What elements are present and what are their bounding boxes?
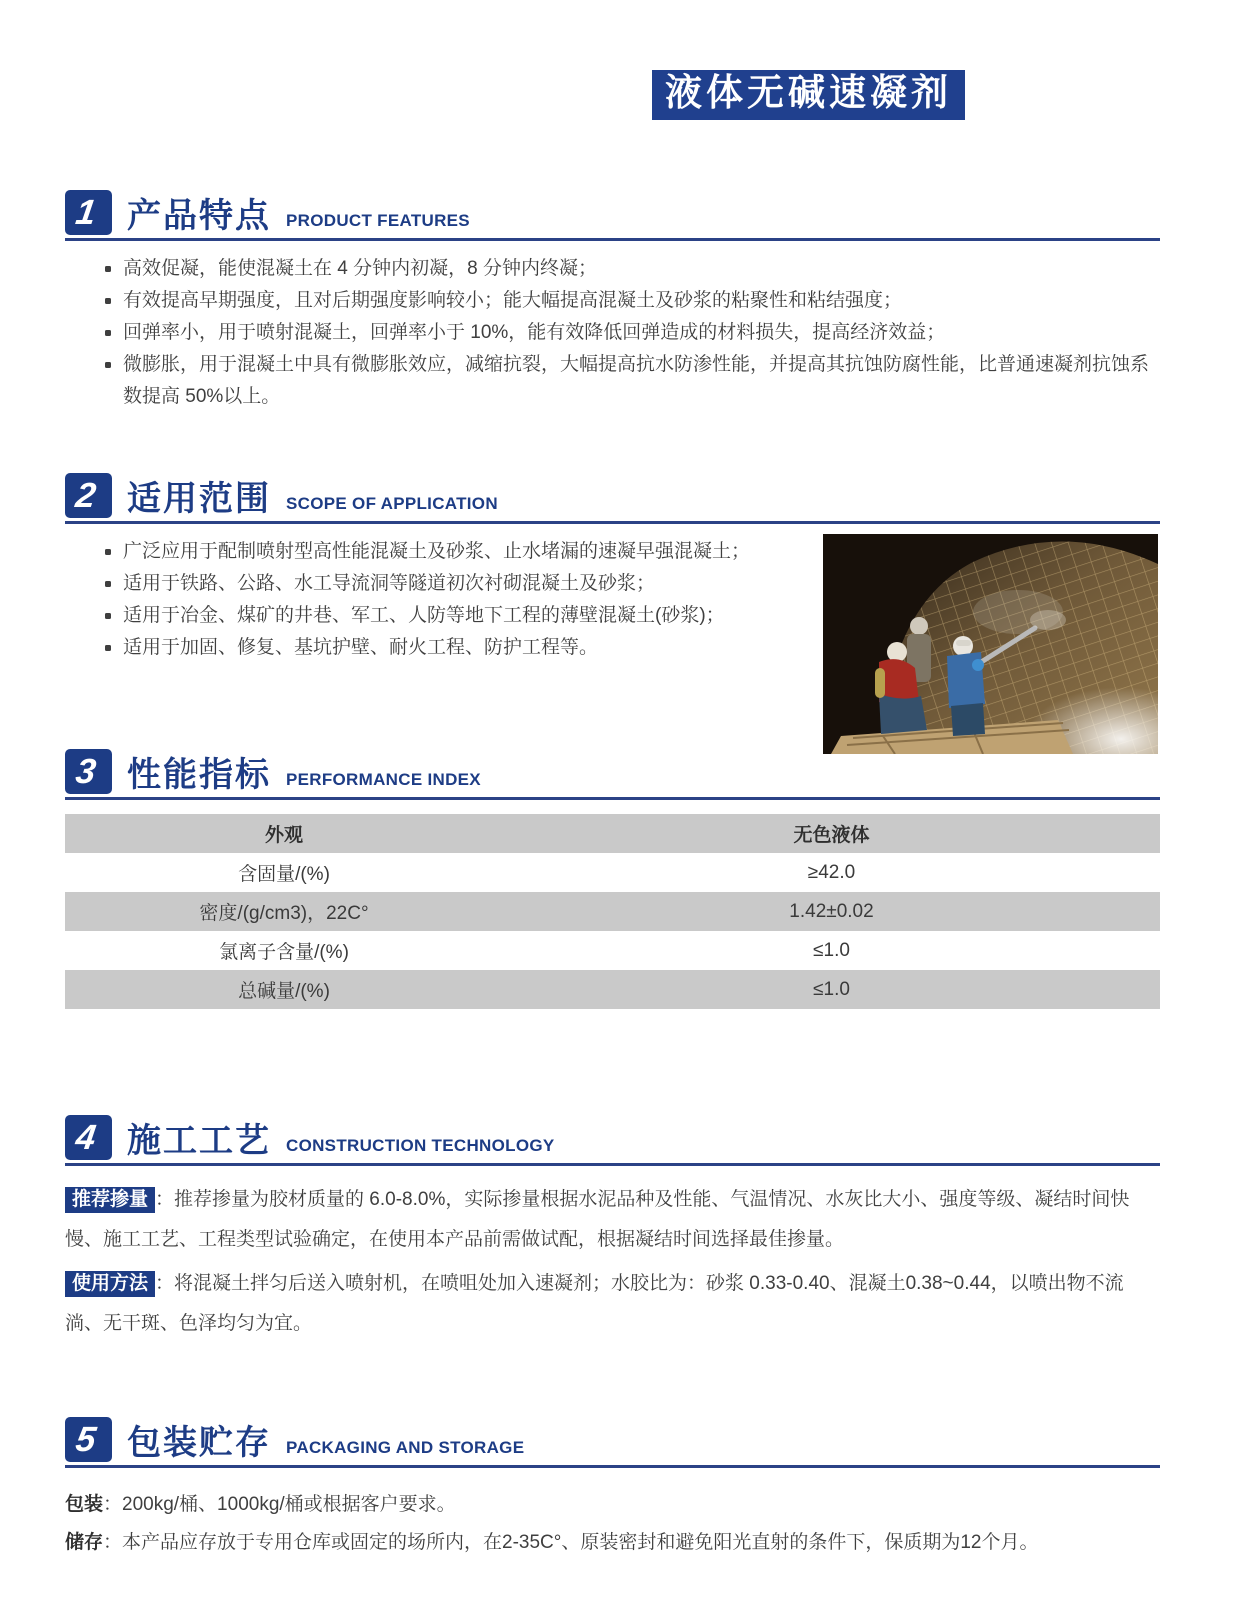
section-title-en: PRODUCT FEATURES: [286, 211, 470, 230]
product-title-banner: 液体无碱速凝剂: [652, 70, 965, 120]
table-row: [65, 931, 1160, 970]
dosage-text: ：推荐掺量为胶材质量的 6.0-8.0%，实际掺量根据水泥品种及性能、气温情况、水灰比大小、强度等级、凝结时间快慢、施工工艺、工程类型试验确定，在使用本产品前需做试配，根据凝结时间选择最佳掺量。: [65, 1189, 1130, 1250]
bullet-item: 适用于铁路、公路、水工导流洞等隧道初次衬砌混凝土及砂浆；: [100, 568, 823, 600]
bullet-item: 适用于加固、修复、基坑护壁、耐火工程、防护工程等。: [100, 632, 823, 664]
spec-name-cell: 含固量/(%): [238, 864, 330, 885]
bullet-item: 广泛应用于配制喷射型高性能混凝土及砂浆、止水堵漏的速凝早强混凝土；: [100, 536, 823, 568]
tunnel-photo-illustration: [823, 534, 1158, 754]
scope-bullet-list: [100, 536, 823, 664]
section-construction-technology: [65, 1115, 1160, 1344]
table-row: [65, 853, 1160, 892]
bullet-item: 高效促凝，能使混凝土在 4 分钟内初凝，8 分钟内终凝；: [100, 253, 1160, 285]
usage-badge: 使用方法: [65, 1271, 155, 1297]
section-packaging-storage: [65, 1417, 1160, 1562]
section-performance-header: [65, 749, 1160, 800]
section-number-badge: [65, 749, 112, 794]
section-number: 3: [73, 751, 99, 791]
table-row: [65, 892, 1160, 931]
storage-label: 储存: [65, 1532, 104, 1553]
section-number-badge: [65, 190, 112, 235]
packaging-line: [65, 1486, 1160, 1524]
packaging-text: ：200kg/桶、1000kg/桶或根据客户要求。: [103, 1494, 456, 1515]
spec-value-cell: ≤1.0: [813, 978, 850, 1000]
section-number: 1: [73, 192, 99, 232]
bullet-item: 有效提高早期强度，且对后期强度影响较小；能大幅提高混凝土及砂浆的粘聚性和粘结强度；: [100, 285, 1160, 317]
section-number-badge: [65, 1417, 112, 1462]
bullet-item: 适用于冶金、煤矿的井巷、军工、人防等地下工程的薄壁混凝土(砂浆)；: [100, 600, 823, 632]
spec-value-cell: 无色液体: [793, 825, 870, 846]
packaging-label: 包装: [65, 1494, 104, 1515]
spec-value-cell: 1.42±0.02: [789, 900, 874, 922]
section-title-en: CONSTRUCTION TECHNOLOGY: [286, 1136, 555, 1155]
features-bullet-list: [100, 253, 1160, 413]
dosage-paragraph: [65, 1180, 1160, 1260]
section-title-zh: 性能指标: [127, 756, 271, 795]
spec-value-cell: ≥42.0: [807, 861, 856, 883]
table-row: [65, 970, 1160, 1009]
usage-paragraph: [65, 1264, 1160, 1344]
section-number-badge: [65, 1115, 112, 1160]
section-title-en: SCOPE OF APPLICATION: [286, 494, 498, 513]
section-number-badge: [65, 473, 112, 518]
storage-text: ：本产品应存放于专用仓库或固定的场所内，在2-35C°、原装密封和避免阳光直射的条件下，保质期为12个月。: [103, 1532, 1039, 1553]
scope-bullets-column: [100, 524, 823, 664]
section-features-header: [65, 190, 1160, 241]
section-title-zh: 产品特点: [127, 197, 271, 236]
dosage-badge: 推荐掺量: [65, 1187, 155, 1213]
section-packaging-header: [65, 1417, 1160, 1468]
section-number: 4: [73, 1117, 99, 1157]
usage-text: ：将混凝土拌匀后送入喷射机，在喷咀处加入速凝剂；水胶比为：砂浆 0.33-0.40、混凝土0.38~0.44，以喷出物不流淌、无干斑、色泽均匀为宜。: [65, 1273, 1124, 1334]
section-scope-header: [65, 473, 1160, 524]
section-title-en: PERFORMANCE INDEX: [286, 770, 481, 789]
bullet-item: 微膨胀，用于混凝土中具有微膨胀效应，减缩抗裂，大幅提高抗水防渗性能，并提高其抗蚀防腐性能，比普通速凝剂抗蚀系数提高 50%以上。: [100, 349, 1160, 413]
section-construction-header: [65, 1115, 1160, 1166]
spec-value-cell: ≤1.0: [813, 939, 850, 961]
section-scope-of-application: [65, 473, 1160, 709]
tunnel-shotcrete-photo: [823, 534, 1158, 754]
storage-line: [65, 1524, 1160, 1562]
section-title-zh: 施工工艺: [127, 1122, 271, 1161]
spec-name-cell: 外观: [264, 825, 303, 846]
packaging-items: [65, 1486, 1160, 1562]
section-title-en: PACKAGING AND STORAGE: [286, 1438, 525, 1457]
scope-body: [65, 524, 1160, 709]
spec-name-cell: 氯离子含量/(%): [219, 942, 349, 963]
features-body: [65, 253, 1160, 413]
section-number: 5: [73, 1419, 99, 1459]
construction-paragraphs: [65, 1180, 1160, 1344]
section-number: 2: [73, 475, 99, 515]
section-title-zh: 包装贮存: [127, 1424, 271, 1463]
section-performance-index: [65, 749, 1160, 1009]
performance-table: [65, 814, 1160, 1009]
table-row: [65, 814, 1160, 853]
spec-name-cell: 总碱量/(%): [238, 981, 330, 1002]
spec-name-cell: 密度/(g/cm3)，22C°: [199, 903, 369, 924]
section-title-zh: 适用范围: [127, 480, 271, 519]
section-product-features: [65, 190, 1160, 413]
bullet-item: 回弹率小，用于喷射混凝土，回弹率小于 10%，能有效降低回弹造成的材料损失，提高经济效益；: [100, 317, 1160, 349]
